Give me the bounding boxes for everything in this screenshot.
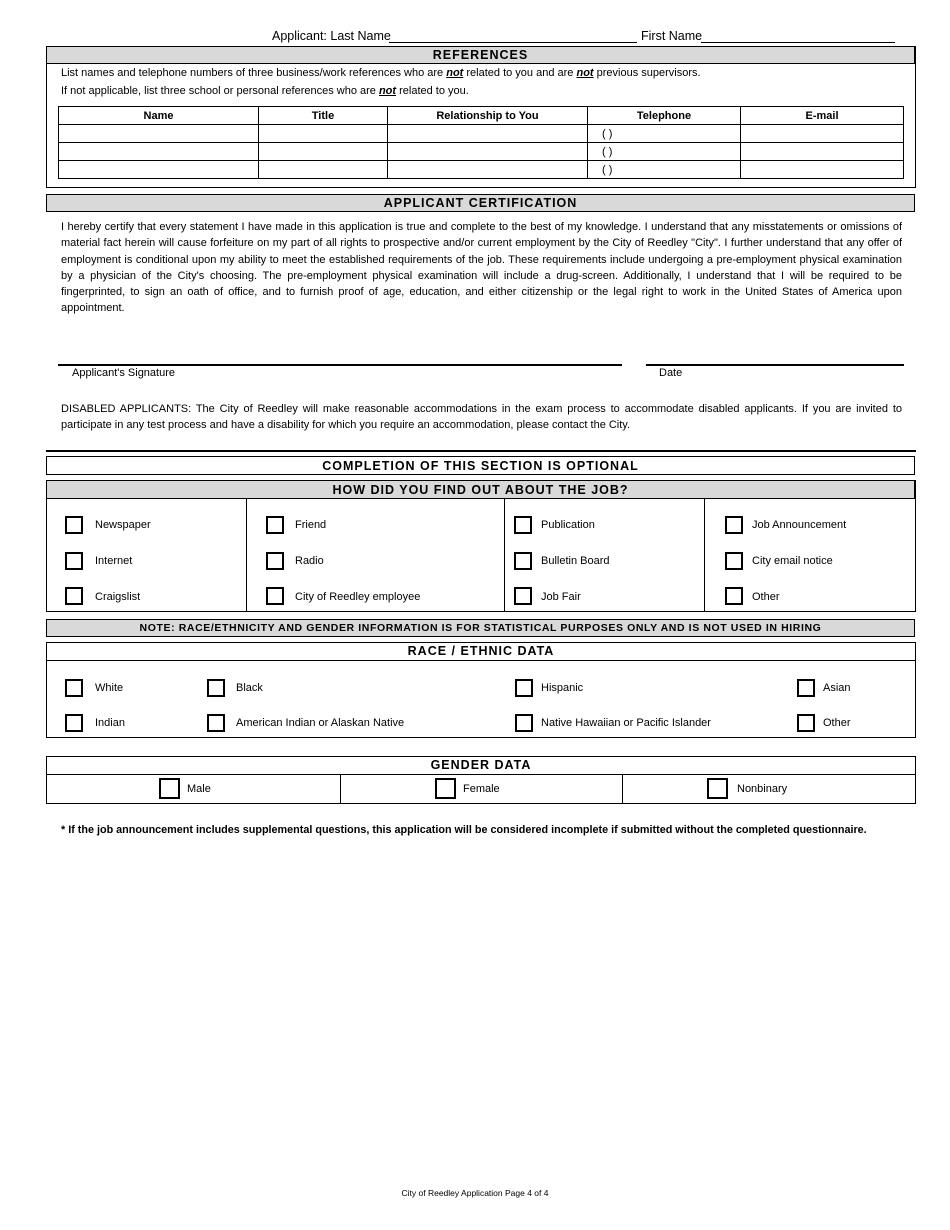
ref-email-cell[interactable] <box>741 143 904 161</box>
last-name-field[interactable] <box>389 31 637 43</box>
male-label: Male <box>187 783 211 795</box>
hispanic-label: Hispanic <box>541 682 584 694</box>
column-divider <box>622 775 623 804</box>
job-source-title: HOW DID YOU FIND OUT ABOUT THE JOB? <box>46 480 915 499</box>
ref-name-cell[interactable] <box>59 125 259 143</box>
references-instruction-2: If not applicable, list three school or personal references who are not related to you. <box>61 85 469 97</box>
col-email: E-mail <box>741 107 904 125</box>
city-employee-checkbox[interactable] <box>266 587 284 605</box>
black-label: Black <box>236 682 263 694</box>
city-employee-label: City of Reedley employee <box>295 591 421 603</box>
column-divider <box>704 499 705 612</box>
job-announcement-checkbox[interactable] <box>725 516 743 534</box>
newspaper-label: Newspaper <box>95 519 151 531</box>
date-label: Date <box>659 367 683 379</box>
friend-label: Friend <box>295 519 327 531</box>
ref-name-cell[interactable] <box>59 161 259 179</box>
ref-relationship-cell[interactable] <box>388 161 588 179</box>
bulletin-board-label: Bulletin Board <box>541 555 610 567</box>
asian-label: Asian <box>823 682 851 694</box>
ref-relationship-cell[interactable] <box>388 143 588 161</box>
newspaper-checkbox[interactable] <box>65 516 83 534</box>
column-divider <box>340 775 341 804</box>
references-table <box>58 106 904 179</box>
ref-telephone-cell[interactable]: ( ) <box>588 143 741 161</box>
asian-checkbox[interactable] <box>797 679 815 697</box>
page-footer: City of Reedley Application Page 4 of 4 <box>401 1188 549 1198</box>
black-checkbox[interactable] <box>207 679 225 697</box>
ref-email-cell[interactable] <box>741 125 904 143</box>
white-label: White <box>95 682 124 694</box>
publication-checkbox[interactable] <box>514 516 532 534</box>
other-source-label: Other <box>752 591 780 603</box>
city-email-notice-checkbox[interactable] <box>725 552 743 570</box>
craigslist-label: Craigslist <box>95 591 141 603</box>
ref-title-cell[interactable] <box>259 143 388 161</box>
female-checkbox[interactable] <box>435 778 456 799</box>
col-name: Name <box>59 107 259 125</box>
american-indian-label: American Indian or Alaskan Native <box>236 717 405 729</box>
supplemental-footnote: * If the job announcement includes supplemental questions, this application will be considered incomplete if submitted without the completed questionnaire. <box>61 824 867 836</box>
nonbinary-checkbox[interactable] <box>707 778 728 799</box>
references-header-row <box>59 107 904 125</box>
indian-checkbox[interactable] <box>65 714 83 732</box>
references-title: REFERENCES <box>46 46 915 64</box>
bulletin-board-checkbox[interactable] <box>514 552 532 570</box>
statistical-note: NOTE: RACE/ETHNICITY AND GENDER INFORMATION IS FOR STATISTICAL PURPOSES ONLY AND IS NOT USED IN HIRING <box>46 619 915 637</box>
table-row <box>59 161 904 179</box>
internet-checkbox[interactable] <box>65 552 83 570</box>
ref-email-cell[interactable] <box>741 161 904 179</box>
first-name-label: First Name <box>641 29 703 43</box>
col-telephone: Telephone <box>588 107 741 125</box>
table-row <box>59 125 904 143</box>
internet-label: Internet <box>95 555 133 567</box>
column-divider <box>246 499 247 612</box>
ref-title-cell[interactable] <box>259 125 388 143</box>
certification-text: I hereby certify that every statement I have made in this application is true and complete to the best of my knowledge. I understand that any misstatements or omissions of material fact herein will cause forfeiture on my part of all rights to prospective and/or current employment by the City of Reedley "City". I further understand that any offer of employment is conditional upon my ability to meet the established requirements of the job. These requirements include undergoing a pre-employment physical examination by a physician of the City's choosing. The pre-employment physical examination will include a drug-screen. Additionally, I understand that I will be required to be fingerprinted, to sign an oath of office, and to furnish proof of age, education, and either citizenship or the legal right to work in the United States of America upon appointment. <box>61 221 902 315</box>
date-line[interactable] <box>646 364 904 366</box>
publication-label: Publication <box>541 519 595 531</box>
race-title: RACE / ETHNIC DATA <box>46 642 916 661</box>
white-checkbox[interactable] <box>65 679 83 697</box>
job-fair-label: Job Fair <box>541 591 581 603</box>
city-email-notice-label: City email notice <box>752 555 833 567</box>
radio-label: Radio <box>295 555 324 567</box>
ref-telephone-cell[interactable]: ( ) <box>588 161 741 179</box>
signature-label: Applicant's Signature <box>72 367 175 379</box>
last-name-label: Applicant: Last Name <box>272 29 391 43</box>
friend-checkbox[interactable] <box>266 516 284 534</box>
american-indian-checkbox[interactable] <box>207 714 225 732</box>
other-race-checkbox[interactable] <box>797 714 815 732</box>
job-source-section <box>46 480 916 612</box>
first-name-field[interactable] <box>701 31 895 43</box>
craigslist-checkbox[interactable] <box>65 587 83 605</box>
optional-title: COMPLETION OF THIS SECTION IS OPTIONAL <box>46 456 915 475</box>
hispanic-checkbox[interactable] <box>515 679 533 697</box>
section-divider <box>46 450 916 452</box>
table-row <box>59 143 904 161</box>
job-announcement-label: Job Announcement <box>752 519 847 531</box>
job-fair-checkbox[interactable] <box>514 587 532 605</box>
native-hawaiian-checkbox[interactable] <box>515 714 533 732</box>
male-checkbox[interactable] <box>159 778 180 799</box>
ref-relationship-cell[interactable] <box>388 125 588 143</box>
nonbinary-label: Nonbinary <box>737 783 788 795</box>
native-hawaiian-label: Native Hawaiian or Pacific Islander <box>541 717 711 729</box>
column-divider <box>504 499 505 612</box>
ref-title-cell[interactable] <box>259 161 388 179</box>
ref-telephone-cell[interactable]: ( ) <box>588 125 741 143</box>
col-relationship: Relationship to You <box>388 107 588 125</box>
other-source-checkbox[interactable] <box>725 587 743 605</box>
indian-label: Indian <box>95 717 125 729</box>
ref-name-cell[interactable] <box>59 143 259 161</box>
references-instruction-1: List names and telephone numbers of three business/work references who are not related to you and are not previous supervisors. <box>61 67 701 79</box>
other-race-label: Other <box>823 717 851 729</box>
female-label: Female <box>463 783 500 795</box>
radio-checkbox[interactable] <box>266 552 284 570</box>
disabled-applicants-text: DISABLED APPLICANTS: The City of Reedley will make reasonable accommodations in the exam process to accommodate disabled applicants. If you are invited to participate in any test process and have a disability for which you require an accommodation, please contact the City. <box>61 403 902 432</box>
gender-title: GENDER DATA <box>46 756 916 775</box>
certification-title: APPLICANT CERTIFICATION <box>46 194 915 212</box>
col-title: Title <box>259 107 388 125</box>
